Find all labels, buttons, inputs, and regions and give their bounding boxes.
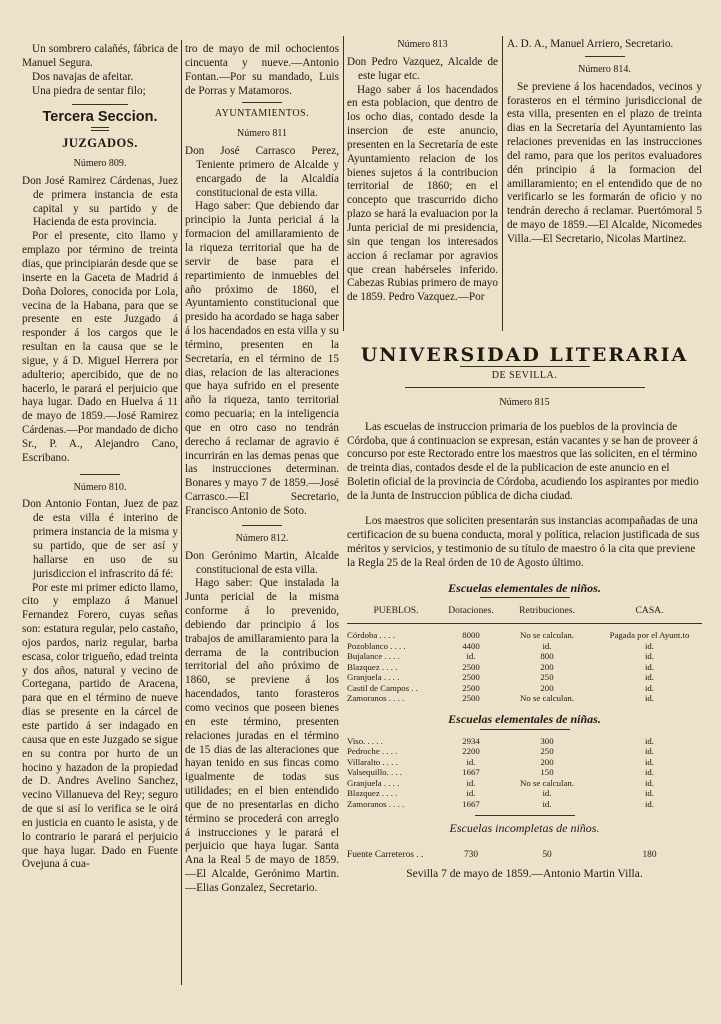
table-row [347,662,702,673]
cell-retribucion: 200 [540,682,554,693]
cell-dotacion: 2934 [462,735,480,746]
cell-pueblo: Pedroche . . . . [347,746,398,757]
header-pueblos: PUEBLOS. [373,605,419,617]
column-1 [22,43,178,872]
cell-pueblo: Bujalance . . . . [347,651,400,662]
table-row [347,778,702,789]
table-row [347,767,702,778]
cell-retribucion: No se calculan. [520,693,574,704]
notice-heading: Don Antonio Fontan, Juez de paz de esta villa é interino de primera instancia de la misma y su partido, que de ser así y hallarse en uso de su jurisdiccion el infrascrito dá fé: [22,498,178,580]
cell-pueblo: Viso. . . . . [347,735,383,746]
notice-body: Por el presente, cito llamo y emplazo por término de treinta dias, que principiarán desde que se inserte en la Gaceta de Madrid á Doña Dolores, conocida por Lola, vecina de la Habana, para que se presente en este Juzgado á responder á los cargos que le resultan en la causa que se le sigue, y á D. Miguel Herrera por adulterio; apercibido, que de no hacerlo, le parará el perjuicio que haya lugar. Dado en Huelva á 11 de mayo de 1859.—José Ramirez Cárdenas.—Por mandado de dicho Sr., P. A., Alejandro Cano, Escribano. [22,230,178,464]
notice-body: Las escuelas de instruccion primaria de los pueblos de la provincia de Córdoba, que á continuacion se expresan, están vacantes y se han de proveer á concurso por este Rectorado entre los maestros que las soliciten, en el término de treinta dias, contados desde el de la publicacion de este anuncio en el Boletin oficial de la provincia de Córdoba, acudiendo los aspirantes por medio de la Junta de Instruccion pública de dicha ciudad. [347,420,699,502]
cell-dotacion: 2200 [462,746,480,757]
divider [585,56,625,57]
table-row [347,693,702,704]
cell-casa: id. [644,693,655,704]
double-rule [91,127,109,131]
table-rule [347,623,702,624]
notice-number: Número 810. [73,481,127,493]
ninas-table [347,736,702,810]
ninas-table-heading: Escuelas elementales de niñas. [448,711,601,726]
cell-casa: id. [644,735,655,746]
divider [72,104,128,105]
notice-body: Hago saber á los hacendados en esta poblacion, que dentro de los ocho dias, contado desde la insercion de este anuncio, presenten en la Secretaría de este Ayuntamiento relacion de los bienes sujetos á la contribucion territorial de 1860; en el concepto que trascurrido dicho plazo se hará la evaluacion por la Junta pericial de mi presidencia, sin que tengan los interesados accion á reclamar por agravios que crean habérseles inferido. Cabezas Rubias primero de mayo de 1859. Pedro Vazquez.—Por [347,83,498,304]
cell-pueblo: Blazquez . . . . [347,788,398,799]
cell-pueblo: Fuente Carreteros . . [347,849,424,860]
signature-line: Sevilla 7 de mayo de 1859.—Antonio Martin Villa. [406,868,643,881]
cell-retribucion: id. [542,798,552,809]
ornament-rule [480,729,570,730]
cell-retribucion: 800 [540,651,554,662]
table-row [347,672,702,683]
table-row [347,850,702,861]
table-row [347,630,702,641]
cell-casa: id. [644,651,655,662]
cell-dotacion: id. [466,777,476,788]
cell-casa: id. [644,798,655,809]
intro-line: Una piedra de sentar filo; [32,84,146,97]
cell-pueblo: Granjuela . . . . [347,777,400,788]
notice-heading: Don José Carrasco Perez, Teniente primero de Alcalde y encargado de la Alcaldía constitucional de esta villa. [185,145,339,199]
cell-pueblo: Pozoblanco . . . . [347,640,406,651]
cell-casa: id. [644,672,655,683]
header-dotaciones: Dotaciones. [448,605,494,617]
notice-number: Número 811 [237,128,287,140]
notice-body: A. D. A., Manuel Arriero, Secretario. [507,38,674,50]
universidad-section [347,335,702,882]
cell-retribucion: 250 [540,672,554,683]
notice-body: Hago saber: Que instalada la Junta pericial de la misma conforme á lo prevenido, debiendo dar principio á los trabajos de amillaramiento para la derrama de la contribucion territorial del año próximo de 1860, se previene á los hacendados, tanto forasteros como vecinos que poseen bienes en este término, presenten relaciones juradas en el término de 15 dias de las alteraciones que hayan tenido en sus fincas como igualmente de todas sus utilidades; en el bien entendido que de no presentarlas en dicho término se procederá con arreglo á instrucciones y le parará el perjuicio que haya lugar. Santa Ana la Real 5 de mayo de 1859.—El Alcalde, Gerónimo Martin.—Elias Gonzalez, Secretario. [185,577,339,894]
cell-casa: id. [644,746,655,757]
cell-dotacion: 2500 [462,693,480,704]
table-row [347,788,702,799]
juzgados-heading: JUZGADOS. [62,136,138,151]
notice-heading: Don Gerónimo Martin, Alcalde constitucional de esta villa. [185,549,339,576]
table-row [347,757,702,768]
cell-pueblo: Zamoranos . . . . [347,693,405,704]
cell-retribucion: 250 [540,746,554,757]
table-row [347,683,702,694]
cell-retribucion: No se calculan. [520,630,574,641]
cell-pueblo: Zamoranos . . . . [347,798,405,809]
cell-dotacion: id. [466,651,476,662]
cell-pueblo: Granjuela . . . . [347,672,400,683]
cell-retribucion: 200 [540,756,554,767]
notice-number: Número 813 [397,39,448,50]
cell-dotacion: 8000 [462,630,480,641]
header-retribuciones: Retribuciones. [519,605,575,617]
cell-pueblo: Valsequillo. . . . [347,767,402,778]
cell-casa: id. [644,788,655,799]
cell-dotacion: 2500 [462,672,480,683]
cell-retribucion: id. [542,640,552,651]
divider [242,102,282,103]
cell-casa: id. [644,777,655,788]
notice-heading: Don Pedro Vazquez, Alcalde de este lugar etc. [347,55,498,82]
intro-line: Un sombrero calañés, fábrica de Manuel Segura. [22,43,178,69]
notice-body: Los maestros que soliciten presentarán sus instancias acompañadas de una certificacion de su buena conducta, moral y política, relacion justificada de sus méritos y servicios, y testimonio de su título de maestro ó la cita que previene la Regla 25 de la Real órden de 10 de Agosto último. [347,514,700,569]
intro-line: Dos navajas de afeitar. [32,70,134,83]
divider [80,474,120,475]
cell-retribucion: 200 [540,661,554,672]
divider [405,387,645,388]
notice-body: tro de mayo de mil ochocientos cincuenta y nueve.—Antonio Fontan.—Por su mandado, Luis de Porras y Matamoros. [185,43,339,97]
ninos-table [347,630,702,704]
divider [475,815,575,816]
column-4 [507,38,702,247]
cell-casa: id. [644,640,655,651]
section-heading: Tercera Seccion. [42,109,158,126]
cell-retribucion: 50 [542,849,552,860]
cell-pueblo: Villaralto . . . . [347,756,398,767]
cell-pueblo: Córdoba . . . . [347,630,395,641]
ayuntamientos-heading: AYUNTAMIENTOS. [214,108,310,120]
column-rule-3 [502,36,503,331]
cell-casa: id. [644,767,655,778]
notice-heading: Don José Ramirez Cárdenas, Juez de primera instancia de esta capital y su partido y de Hacienda de esta provincia. [22,174,178,229]
table-row [347,746,702,757]
cell-casa: id. [644,682,655,693]
cell-dotacion: 1667 [462,798,480,809]
column-rule-2 [343,36,344,331]
cell-dotacion: 2500 [462,661,480,672]
cell-retribucion: 150 [540,767,554,778]
notice-body: Se previene á los hacendados, vecinos y forasteros en el término jurisdiccional de esta villa, presenten en el plazo de treinta dias en la Secretaría del Ayuntamiento las relaciones prevenidas en las instrucciones del ramo, para que los peritos evaluadores dén principio á la formacion del amillaramiento; en el entendido que de no verificarlo se les formarán de oficio y no tendrán derecho á reclamar. Puertómoral 5 de mayo de 1859.—El Alcalde, Nicomedes Villa.—El Secretario, Nicolas Martinez. [507,80,702,245]
notice-body: Hago saber: Que debiendo dar principio la Junta pericial á la formacion del amillaramiento de la riqueza territorial que ha de servir de base para el repartimiento de inmuebles del año próximo de 1860, el Ayuntamiento constitucional que presido ha acordado se haga saber á los hacendados en esta villa y su término, presenten en la Secretaría, en el término de 15 dias, relacion de las alteraciones que haya sufrido en el presente año la riqueza, tanto territorial como pecuaria; en la inteligencia que en otro caso no tendrán derecho á reclamar de agravio é incurrirán en las demas penas que las instrucciones determinan. Bonares y mayo 7 de 1859.—José Carrasco.—El Secretario, Francisco Antonio de Soto. [185,200,339,517]
table-row [347,651,702,662]
column-2 [185,43,339,896]
universidad-subtitle: DE SEVILLA. [491,369,558,381]
notice-body: Por este mi primer edicto llamo, cito y emplazo á Manuel Fernandez Forero, cuyas señas son: estatura regular, pelo castaño, ojos pardos, nariz regular, barba escasa, color trigueño, edad treinta y dos años, natural y vecino de Cortegana, partido de Aracena, para que en el término de nueve dias se presente en la cárcel de este partido á ser indagado en causa que en este Juzgado se sigue en su contra por hurto de un hocino y hazadon de la propiedad de D. Andres Avelino Sanchez, vecino Villanueva del Rey; seguro de que si así lo verifica se le oirá en justicia en cuanto le asista, y de lo contrario le parará el perjuicio que haya lugar. Dado en Fuente Ovejuna á cua- [22,581,178,871]
header-casa: CASA. [635,605,664,617]
ninos-table-heading: Escuelas elementales de niños. [448,580,601,595]
cell-pueblo: Castil de Campos . . [347,682,418,693]
cell-dotacion: 2500 [462,682,480,693]
notice-number: Número 812. [235,532,289,544]
cell-dotacion: 4400 [462,640,480,651]
cell-casa: id. [644,756,655,767]
notice-number: Número 814. [578,63,631,75]
cell-dotacion: id. [466,788,476,799]
table-row [347,736,702,747]
cell-casa: 180 [642,849,657,860]
column-rule-1 [181,40,182,985]
universidad-title: UNIVERSIDAD LITERARIA [360,344,689,366]
cell-pueblo: Blazquez . . . . [347,661,398,672]
cell-dotacion: id. [466,756,476,767]
notice-number: Número 809. [73,158,127,170]
cell-retribucion: 300 [540,735,554,746]
cell-casa: Pagada por el Ayunt.to [609,630,690,641]
cell-casa: id. [644,661,655,672]
table-header [347,604,702,618]
cell-retribucion: No se calculan. [520,777,574,788]
ornament-rule [480,597,570,598]
divider [242,525,282,526]
notice-number: Número 815 [499,396,550,408]
cell-retribucion: id. [542,788,552,799]
column-3 [347,38,498,305]
incompletas-heading: Escuelas incompletas de niños. [449,821,600,836]
table-row [347,799,702,810]
cell-dotacion: 730 [463,849,479,860]
table-row [347,641,702,652]
cell-dotacion: 1667 [462,767,480,778]
